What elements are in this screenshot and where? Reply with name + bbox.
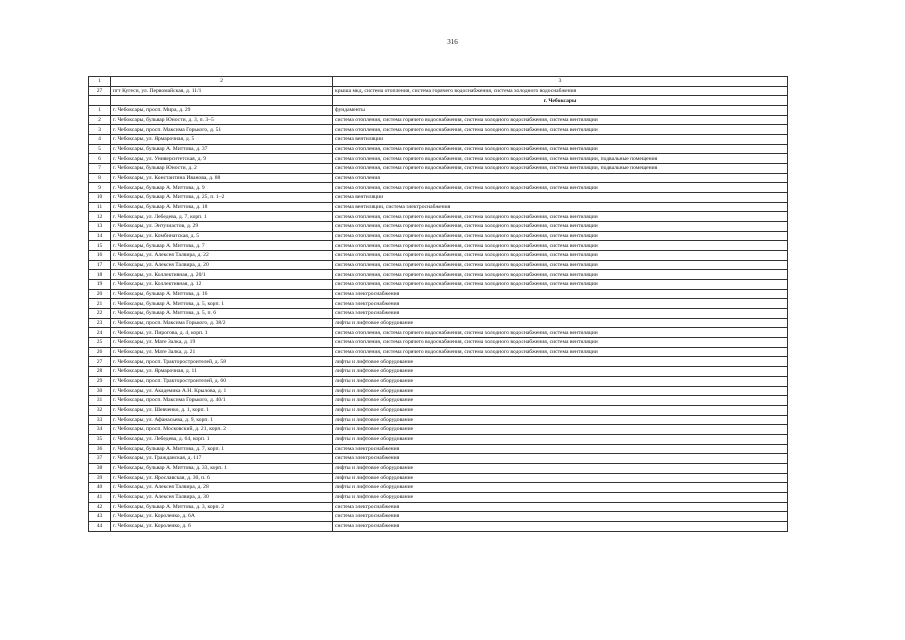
work-types-cell: система электроснабжения [333,512,788,522]
row-number-cell: 4 [89,135,111,145]
address-cell: г. Чебоксары, ул. Короленко, д. 6 [111,521,333,531]
work-types-cell: система отопления, система горячего водоснабжения, система холодного водоснабжения, система вентиляции [333,328,788,338]
work-types-cell: система электроснабжения [333,299,788,309]
table-row [89,144,788,154]
row-number-cell: 18 [89,270,111,280]
row-number-cell: 34 [89,425,111,435]
table-row [89,212,788,222]
row-number-cell: 24 [89,328,111,338]
row-number-cell: 44 [89,521,111,531]
address-cell: г. Чебоксары, бульвар А. Миттова, д. 7, корп. 1 [111,444,333,454]
table-row [89,338,788,348]
address-cell: г. Чебоксары, ул. Лебедева, д. 64, корп. 1 [111,434,333,444]
table-row [89,454,788,464]
work-types-cell: система отопления, система горячего водоснабжения, система холодного водоснабжения, система вентиляции [333,260,788,270]
work-types-cell: система электроснабжения [333,289,788,299]
table-row [89,251,788,261]
work-types-cell: система отопления, система горячего водоснабжения, система холодного водоснабжения, система вентиляции [333,212,788,222]
table-row [89,425,788,435]
work-types-cell: лифты и лифтовое оборудование [333,425,788,435]
table-row [89,309,788,319]
address-cell: г. Чебоксары, ул. Мате Залка, д. 21 [111,347,333,357]
table-row [89,86,788,96]
table-row [89,396,788,406]
table-row [89,193,788,203]
table-row [89,502,788,512]
work-types-cell: лифты и лифтовое оборудование [333,492,788,502]
address-cell: г. Чебоксары, бульвар А. Миттова, д. 37 [111,144,333,154]
row-number-cell: 39 [89,473,111,483]
address-cell: г. Чебоксары, бульвар А. Миттова, д. 5, п. 6 [111,309,333,319]
row-number-cell: 33 [89,415,111,425]
table-row [89,434,788,444]
address-cell: г. Чебоксары, ул. Коллективная, д. 12 [111,280,333,290]
table-row [89,280,788,290]
table-row [89,357,788,367]
row-number-cell: 30 [89,386,111,396]
row-number-cell: 3 [89,125,111,135]
column-header: 3 [333,77,788,87]
work-types-cell: система отопления, система горячего водоснабжения, система холодного водоснабжения, система вентиляции [333,270,788,280]
row-number-cell: 35 [89,434,111,444]
page-number: 316 [447,38,458,46]
address-cell: г. Чебоксары, просп. Московский, д. 21, корп. 2 [111,425,333,435]
row-number-cell: 31 [89,396,111,406]
work-types-cell: лифты и лифтовое оборудование [333,396,788,406]
column-header: 2 [111,77,333,87]
table-row [89,318,788,328]
table-row [89,376,788,386]
work-types-cell: система отопления [333,173,788,183]
table-row [89,154,788,164]
table-row [89,463,788,473]
row-number-cell: 37 [89,454,111,464]
row-number-cell: 20 [89,289,111,299]
work-types-cell: система отопления, система горячего водоснабжения, система холодного водоснабжения, система вентиляции [333,280,788,290]
row-number-cell: 42 [89,502,111,512]
row-number-cell: 29 [89,376,111,386]
work-types-cell: система отопления, система горячего водоснабжения, система холодного водоснабжения, система вентиляции [333,125,788,135]
address-cell: г. Чебоксары, ул. Пирогова, д. 4, корп. 1 [111,328,333,338]
row-number-cell: 43 [89,512,111,522]
work-types-cell: система отопления, система горячего водоснабжения, система холодного водоснабжения, система вентиляции [333,347,788,357]
work-types-cell: система отопления, система горячего водоснабжения, система холодного водоснабжения, система вентиляции, подвальные помещения [333,164,788,174]
address-cell: г. Чебоксары, просп. Тракторостроителей, д. 58 [111,357,333,367]
work-types-cell: система отопления, система горячего водоснабжения, система холодного водоснабжения, система вентиляции [333,115,788,125]
address-cell: г. Чебоксары, ул. Короленко, д. 6А [111,512,333,522]
table-row [89,492,788,502]
address-cell: г. Чебоксары, бульвар А. Миттова, д. 7 [111,241,333,251]
registry-table [88,76,788,532]
work-types-cell: система отопления, система горячего водоснабжения, система холодного водоснабжения, система вентиляции [333,222,788,232]
address-cell: г. Чебоксары, ул. Шевченко, д. 1, корп. 1 [111,405,333,415]
work-types-cell: система отопления, система горячего водоснабжения, система холодного водоснабжения, система вентиляции [333,338,788,348]
work-types-cell: лифты и лифтовое оборудование [333,405,788,415]
address-cell: г. Чебоксары, бульвар А. Миттова, д. 33, корп. 1 [111,463,333,473]
table-row [89,125,788,135]
work-types-cell: фундаменты [333,106,788,116]
work-types-cell: система отопления, система горячего водоснабжения, система холодного водоснабжения, система вентиляции, подвальные помещения [333,154,788,164]
address-cell: г. Чебоксары, ул. Академика А.Н. Крылова, д. 1 [111,386,333,396]
address-cell: г. Чебоксары, ул. Комбинатская, д. 5 [111,231,333,241]
row-number-cell: 32 [89,405,111,415]
address-cell: г. Чебоксары, бульвар Юности, д. 2 [111,164,333,174]
address-cell: г. Чебоксары, ул. Афанасьева, д. 9, корп. 1 [111,415,333,425]
address-cell: г. Чебоксары, ул. Ярмарочная, д. 5 [111,135,333,145]
table-header-row [89,77,788,87]
address-cell: г. Чебоксары, ул. Энтузиастов, д. 29 [111,222,333,232]
row-number-cell: 14 [89,231,111,241]
row-number-cell: 13 [89,222,111,232]
table-row [89,106,788,116]
table-row [89,183,788,193]
work-types-cell: лифты и лифтовое оборудование [333,415,788,425]
row-number-cell: 2 [89,115,111,125]
row-number-cell: 27 [89,357,111,367]
address-cell: г. Чебоксары, ул. Константина Иванова, д. 88 [111,173,333,183]
work-types-cell: лифты и лифтовое оборудование [333,463,788,473]
address-cell: г. Чебоксары, просп. Тракторостроителей, д. 60 [111,376,333,386]
row-number-cell: 41 [89,492,111,502]
address-cell: г. Чебоксары, просп. Максима Горького, д. 38/2 [111,318,333,328]
work-types-cell: лифты и лифтовое оборудование [333,357,788,367]
row-number-cell: 15 [89,241,111,251]
address-cell: г. Чебоксары, ул. Гражданская, д. 117 [111,454,333,464]
address-cell: г. Чебоксары, ул. Лебедева, д. 7, корп. 1 [111,212,333,222]
work-types-cell: система отопления, система горячего водоснабжения, система холодного водоснабжения, система вентиляции [333,183,788,193]
row-number-cell: 19 [89,280,111,290]
address-cell: г. Чебоксары, бульвар А. Миттова, д. 18 [111,202,333,212]
row-number-cell: 9 [89,183,111,193]
table-row [89,289,788,299]
address-cell: г. Чебоксары, ул. Ярмарочная, д. 11 [111,367,333,377]
row-number-cell: 27 [89,86,111,96]
address-cell: г. Чебоксары, ул. Ярославская, д. 30, п. 6 [111,473,333,483]
table-row [89,521,788,531]
row-number-cell: 12 [89,212,111,222]
table-row [89,135,788,145]
work-types-cell: крыша мкд, система отопления, система горячего водоснабжения, система холодного водоснабжения [333,86,788,96]
address-cell: г. Чебоксары, ул. Алексея Талвира, д. 22 [111,251,333,261]
work-types-cell: система вентиляции, система электроснабжения [333,202,788,212]
section-title: г. Чебоксары [333,96,788,106]
table-row [89,483,788,493]
row-number-cell: 16 [89,251,111,261]
work-types-cell: система вентиляции [333,193,788,203]
table-row [89,299,788,309]
table-body [89,77,788,532]
row-number-cell: 6 [89,154,111,164]
row-number-cell: 38 [89,463,111,473]
row-number-cell: 36 [89,444,111,454]
address-cell: г. Чебоксары, бульвар А. Миттова, д. 9 [111,183,333,193]
row-number-cell: 22 [89,309,111,319]
work-types-cell: система электроснабжения [333,521,788,531]
table-row [89,173,788,183]
column-header: 1 [89,77,111,87]
table-row [89,260,788,270]
address-cell: г. Чебоксары, ул. Университетская, д. 9 [111,154,333,164]
work-types-cell: система отопления, система горячего водоснабжения, система холодного водоснабжения, система вентиляции [333,251,788,261]
empty-cell [89,96,111,106]
work-types-cell: лифты и лифтовое оборудование [333,318,788,328]
empty-cell [111,96,333,106]
address-cell: г. Чебоксары, ул. Мате Залка, д. 19 [111,338,333,348]
address-cell: г. Чебоксары, бульвар А. Миттова, д. 3, корп. 2 [111,502,333,512]
work-types-cell: лифты и лифтовое оборудование [333,473,788,483]
address-cell: г. Чебоксары, бульвар А. Миттова, д. 25, п. 1–2 [111,193,333,203]
table-row [89,115,788,125]
address-cell: г. Чебоксары, бульвар А. Миттова, д. 16 [111,289,333,299]
table-row [89,512,788,522]
row-number-cell: 21 [89,299,111,309]
table-row [89,405,788,415]
row-number-cell: 23 [89,318,111,328]
row-number-cell: 1 [89,106,111,116]
table-row [89,231,788,241]
row-number-cell: 25 [89,338,111,348]
work-types-cell: система отопления, система горячего водоснабжения, система холодного водоснабжения, система вентиляции [333,231,788,241]
work-types-cell: система электроснабжения [333,444,788,454]
address-cell: г. Чебоксары, ул. Коллективная, д. 20/1 [111,270,333,280]
row-number-cell: 17 [89,260,111,270]
table-row [89,347,788,357]
row-number-cell: 5 [89,144,111,154]
address-cell: г. Чебоксары, бульвар Юности, д. 3, п. 3–5 [111,115,333,125]
table-row [89,386,788,396]
table-row [89,444,788,454]
work-types-cell: система электроснабжения [333,454,788,464]
table-row [89,241,788,251]
table-row [89,164,788,174]
row-number-cell: 7 [89,164,111,174]
work-types-cell: лифты и лифтовое оборудование [333,386,788,396]
row-number-cell: 10 [89,193,111,203]
row-number-cell: 11 [89,202,111,212]
work-types-cell: система вентиляции [333,135,788,145]
address-cell: г. Чебоксары, бульвар А. Миттова, д. 5, корп. 1 [111,299,333,309]
table-row [89,473,788,483]
work-types-cell: система отопления, система горячего водоснабжения, система холодного водоснабжения, система вентиляции [333,144,788,154]
table-row [89,367,788,377]
table-row [89,270,788,280]
address-cell: г. Чебоксары, просп. Максима Горького, д. 40/1 [111,396,333,406]
address-cell: г. Чебоксары, ул. Алексея Талвира, д. 30 [111,492,333,502]
row-number-cell: 40 [89,483,111,493]
address-cell: г. Чебоксары, ул. Алексея Талвира, д. 28 [111,483,333,493]
work-types-cell: лифты и лифтовое оборудование [333,434,788,444]
row-number-cell: 8 [89,173,111,183]
work-types-cell: система электроснабжения [333,309,788,319]
work-types-cell: система электроснабжения [333,502,788,512]
address-cell: г. Чебоксары, просп. Максима Горького, д. 51 [111,125,333,135]
address-cell: г. Чебоксары, просп. Мира, д. 29 [111,106,333,116]
table-row [89,222,788,232]
address-cell: г. Чебоксары, ул. Алексея Талвира, д. 20 [111,260,333,270]
row-number-cell: 26 [89,347,111,357]
work-types-cell: система отопления, система горячего водоснабжения, система холодного водоснабжения, система вентиляции [333,241,788,251]
address-cell: пгт Кугеси, ул. Первомайская, д. 11/1 [111,86,333,96]
row-number-cell: 28 [89,367,111,377]
table-row [89,415,788,425]
work-types-cell: лифты и лифтовое оборудование [333,367,788,377]
work-types-cell: лифты и лифтовое оборудование [333,483,788,493]
work-types-cell: лифты и лифтовое оборудование [333,376,788,386]
table-row [89,202,788,212]
table-row [89,328,788,338]
section-row [89,96,788,106]
